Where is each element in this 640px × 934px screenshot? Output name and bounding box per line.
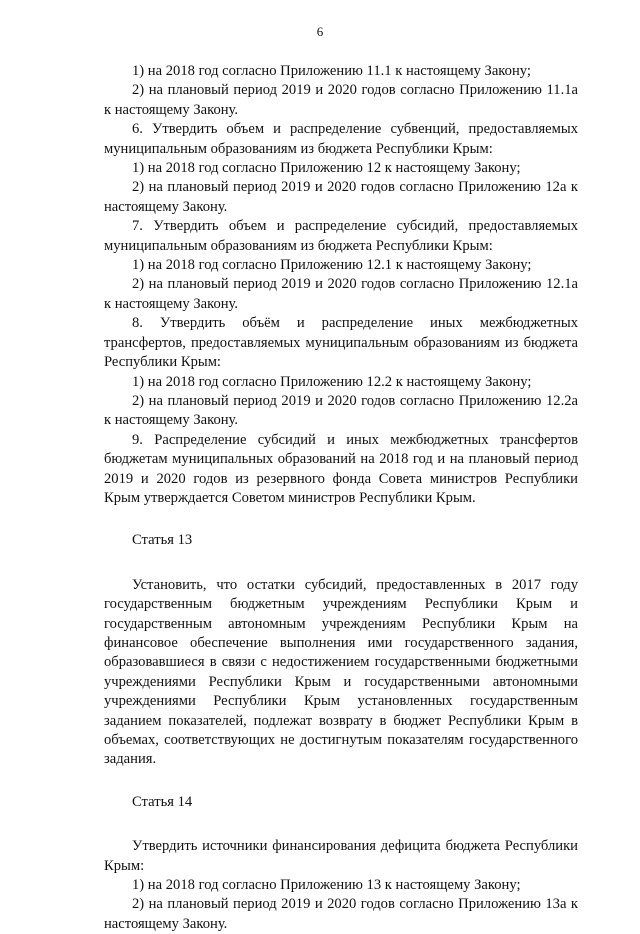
page-number: 6 xyxy=(316,24,324,39)
paragraph: 2) на плановый период 2019 и 2020 годов согласно Приложению 12.2а к настоящему Закону. xyxy=(104,392,578,429)
paragraph: 2) на плановый период 2019 и 2020 годов согласно Приложению 12.1а к настоящему Закону. xyxy=(104,276,578,312)
paragraph: 1) на 2018 год согласно Приложению 11.1 к настоящему Закону; xyxy=(132,63,531,79)
paragraph: 8. Утвердить объём и распределение иных межбюджетных трансфертов, предоставляемых муниципальным образованиям из бюджета Республики Крым: xyxy=(104,315,578,371)
paragraph: 1) на 2018 год согласно Приложению 12.1 к настоящему Закону; xyxy=(132,257,532,274)
article-heading: Статья 13 xyxy=(132,532,193,549)
paragraph: 1) на 2018 год согласно Приложению 13 к настоящему Закону; xyxy=(132,877,521,894)
document-body xyxy=(104,62,578,934)
paragraph: 2) на плановый период 2019 и 2020 годов согласно Приложению 13а к настоящему Закону. xyxy=(104,896,578,932)
paragraph: 2) на плановый период 2019 и 2020 годов согласно Приложению 12а к настоящему Закону. xyxy=(104,179,578,215)
article-heading: Статья 14 xyxy=(132,793,193,810)
paragraph: 2) на плановый период 2019 и 2020 годов согласно Приложению 11.1а к настоящему Закону. xyxy=(104,82,578,118)
paragraph: 1) на 2018 год согласно Приложению 12.2 к настоящему Закону; xyxy=(132,373,532,390)
paragraph: 7. Утвердить объем и распределение субсидий, предоставляемых муниципальным образованиям из бюджета Республики Крым: xyxy=(104,218,578,254)
paragraph: 9. Распределение субсидий и иных межбюджетных трансфертов бюджетам муниципальных образований на 2018 год и на плановый период 2019 и 2020 годов из резервного фонда Совета министров Республики Крым утверждается Советом министров Республики Крым. xyxy=(104,431,578,506)
paragraph: 1) на 2018 год согласно Приложению 12 к настоящему Закону; xyxy=(132,160,521,177)
paragraph: Установить, что остатки субсидий, предоставленных в 2017 году государственным бюджетным учреждениям Республики Крым и государственным автономным учреждениям Республики Крым на финансовое обеспечение выполнения ими государственного задания, образовавшиеся в связи с недостижением государственными бюджетными учреждениями Республики Крым и государственными автономными учреждениями Республики Крым установленных государственным заданием показателей, подлежат возврату в бюджет Республики Крым в объемах, соответствующих не достигнутым показателям государственного задания. xyxy=(104,576,578,768)
paragraph: 6. Утвердить объем и распределение субвенций, предоставляемых муниципальным образованиям из бюджета Республики Крым: xyxy=(104,121,578,157)
paragraph: Утвердить источники финансирования дефицита бюджета Республики Крым: xyxy=(104,838,578,874)
